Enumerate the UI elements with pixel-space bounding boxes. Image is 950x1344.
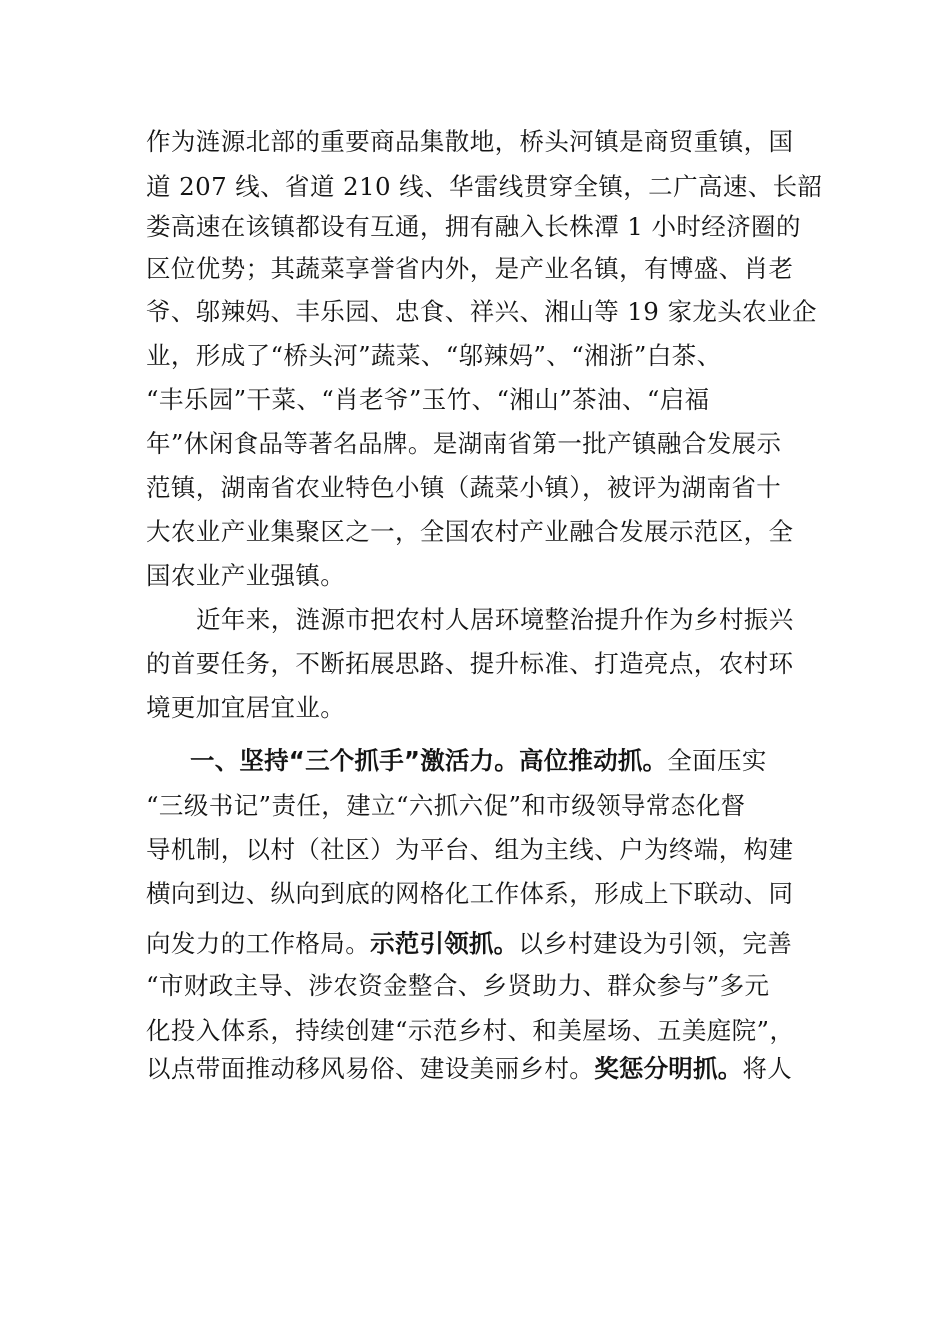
- section-heading: 一、坚持“三个抓手”激活力。: [190, 746, 520, 775]
- text-run: 向发力的工作格局。: [146, 929, 371, 958]
- text-line: 化投入体系，持续创建“示范乡村、和美屋场、五美庭院”，: [146, 1016, 795, 1045]
- text-run: 将人: [742, 1054, 793, 1083]
- text-line: 的首要任务，不断拓展思路、提升标准、打造亮点，农村环: [146, 649, 794, 678]
- text-line: 国农业产业强镇。: [146, 561, 346, 590]
- text-line: 作为涟源北部的重要商品集散地，桥头河镇是商贸重镇，国: [146, 127, 794, 156]
- text-run: 以乡村建设为引领，完善: [518, 929, 793, 958]
- text-run: 全面压实: [667, 746, 767, 775]
- text-line: 范镇，湖南省农业特色小镇（蔬菜小镇），被评为湖南省十: [146, 473, 782, 502]
- text-line: 大农业产业集聚区之一，全国农村产业融合发展示范区，全: [146, 517, 794, 546]
- text-line: 娄高速在该镇都设有互通，拥有融入长株潭 1 小时经济圈的: [146, 212, 801, 241]
- text-line: [146, 929, 792, 959]
- text-line: “三级书记”责任，建立“六抓六促”和市级领导常态化督: [146, 791, 746, 820]
- section-heading-line: [190, 746, 767, 776]
- text-line: 业，形成了“桥头河”蔬菜、“邬辣妈”、“湘浙”白茶、: [146, 341, 722, 370]
- text-run: 以点带面推动移风易俗、建设美丽乡村。: [146, 1054, 595, 1083]
- subheading-demonstration-lead: 示范引领抓。: [370, 929, 519, 958]
- text-line: “市财政主导、涉农资金整合、乡贤助力、群众参与”多元: [146, 971, 770, 1000]
- text-line: 爷、邬辣妈、丰乐园、忠食、祥兴、湘山等 19 家龙头农业企: [146, 297, 817, 326]
- text-line: 年”休闲食品等著名品牌。是湖南省第一批产镇融合发展示: [146, 429, 782, 458]
- text-line: [146, 1054, 792, 1084]
- text-line: 导机制，以村（社区）为平台、组为主线、户为终端，构建: [146, 835, 794, 864]
- text-line: 近年来，涟源市把农村人居环境整治提升作为乡村振兴: [196, 605, 794, 634]
- text-line: 境更加宜居宜业。: [146, 693, 346, 722]
- text-line: “丰乐园”干菜、“肖老爷”玉竹、“湘山”茶油、“启福: [146, 385, 710, 414]
- text-line: 道 207 线、省道 210 线、华雷线贯穿全镇，二广高速、长韶: [146, 172, 823, 201]
- text-line: 横向到边、纵向到底的网格化工作体系，形成上下联动、同: [146, 879, 794, 908]
- subheading-high-level-push: 高位推动抓。: [519, 746, 668, 775]
- text-line: 区位优势；其蔬菜享誉省内外，是产业名镇，有博盛、肖老: [146, 254, 794, 283]
- subheading-reward-punish: 奖惩分明抓。: [594, 1054, 743, 1083]
